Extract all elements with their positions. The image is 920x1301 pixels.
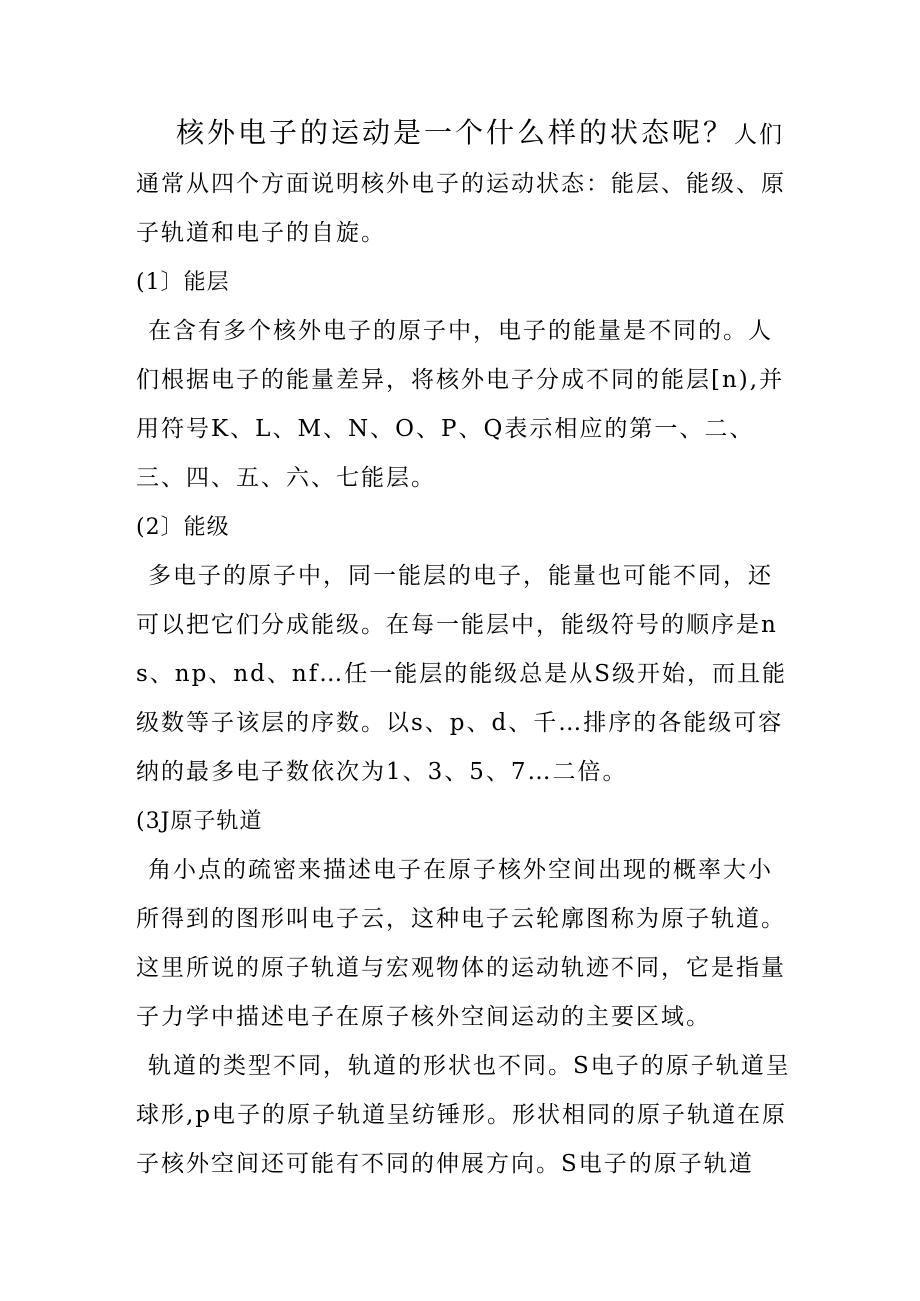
- section-paragraph-energy-level: 多电子的原子中，同一能层的电子，能量也可能不同，还可以把它们分成能级。在每一能层中，能级符号的顺序是ns、np、nd、nf…任一能层的能级总是从S级开始，而且能级数等子该层的序数。以s、p、d、千…排序的各能级可容纳的最多电子数依次为1、3、5、7…二倍。: [136, 563, 787, 785]
- section-heading-energy-layer: (1〕能层: [136, 270, 230, 295]
- section-heading-energy-level: (2〕能级: [136, 515, 230, 540]
- intro-body: 通常从四个方面说明核外电子的运动状态：能层、能级、原子轨道和电子的自旋。: [136, 171, 786, 246]
- section-paragraph-atomic-orbital-1: 角小点的疏密来描述电子在原子核外空间出现的概率大小所得到的图形叫电子云，这种电子云轮廓图称为原子轨道。这里所说的原子轨道与宏观物体的运动轨迹不同，它是指量子力学中描述电子在原子核外空间运动的主要区域。: [136, 857, 786, 1030]
- document-page: [136, 108, 796, 1189]
- intro-title-line: [136, 108, 796, 160]
- intro-title: 核外电子的运动是一个什么样的状态呢？: [176, 116, 735, 149]
- section-paragraph-energy-layer: 在含有多个核外电子的原子中，电子的能量是不同的。人们根据电子的能量差异，将核外电子分成不同的能层[n),并用符号K、L、M、N、O、P、Q表示相应的第一、二、三、四、五、六、七能层。: [136, 318, 785, 491]
- section-paragraph-atomic-orbital-2: 轨道的类型不同，轨道的形状也不同。S电子的原子轨道呈球形,p电子的原子轨道呈纺锤形。形状相同的原子轨道在原子核外空间还可能有不同的伸展方向。S电子的原子轨道: [136, 1053, 791, 1177]
- intro-title-tail: 人们: [734, 122, 785, 148]
- section-heading-atomic-orbital: (3J原子轨道: [136, 809, 263, 834]
